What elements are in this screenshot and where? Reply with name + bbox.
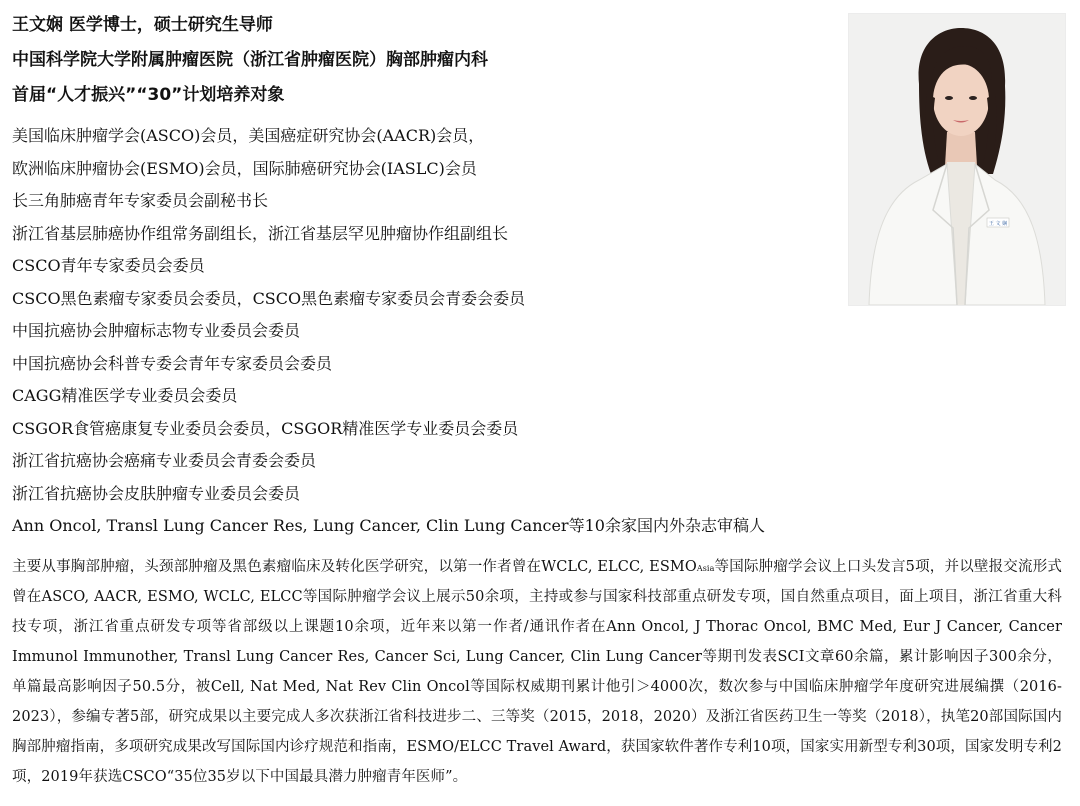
role-item: 美国临床肿瘤学会(ASCO)会员，美国癌症研究协会(AACR)会员， <box>12 126 485 145</box>
badge-text: 王 文 娴 <box>988 221 1008 227</box>
bio-text-part1: 主要从事胸部肿瘤，头颈部肿瘤及黑色素瘤临床及转化医学研究，以第一作者曾在WCLC, ELCC, ESMO <box>12 559 697 575</box>
bio-paragraph <box>12 552 1062 792</box>
role-item: Ann Oncol, Transl Lung Cancer Res, Lung Cancer, Clin Lung Cancer等10余家国内外杂志审稿人 <box>12 516 765 535</box>
affiliation: 中国科学院大学附属肿瘤医院（浙江省肿瘤医院）胸部肿瘤内科 <box>12 50 488 70</box>
role-item: CSGOR食管癌康复专业委员会委员，CSGOR精准医学专业委员会委员 <box>12 418 519 438</box>
portrait-photo <box>848 13 1066 306</box>
talent-program: 首届“人才振兴”“30”计划培养对象 <box>12 85 285 105</box>
profile-header <box>12 8 832 113</box>
role-item: 欧洲临床肿瘤协会(ESMO)会员，国际肺癌研究协会(IASLC)会员 <box>12 158 477 178</box>
role-item: 浙江省抗癌协会癌痛专业委员会青委会委员 <box>12 451 317 470</box>
bio-superscript: Asia <box>696 564 715 573</box>
role-item: 浙江省基层肺癌协作组常务副组长，浙江省基层罕见肿瘤协作组副组长 <box>12 223 509 243</box>
role-item: CSCO黑色素瘤专家委员会委员，CSCO黑色素瘤专家委员会青委会委员 <box>12 288 526 308</box>
role-item: 长三角肺癌青年专家委员会副秘书长 <box>12 191 269 210</box>
role-item: 中国抗癌协会科普专委会青年专家委员会委员 <box>12 353 333 373</box>
role-item: CSCO青年专家委员会委员 <box>12 256 205 275</box>
role-item: 中国抗癌协会肿瘤标志物专业委员会委员 <box>12 321 301 340</box>
name-title: 王文娴 医学博士，硕士研究生导师 <box>12 15 273 35</box>
bio-text-part2: 等国际肿瘤学会议上口头发言5项，并以壁报交流形式曾在ASCO, AACR, ESMO, WCLC, ELCC等国际肿瘤学会议上展示50余项，主持或参与国家科技部重点研发专项，国自然重点项目，面上项目，浙江省重大科技专项，浙江省重点研发专项等省部级以上课题10余项，近年来以第一作者/通讯作者在Ann Oncol, J Thorac Oncol, BMC Med, Eur J Cancer, Cancer Immunol Immunother, Transl Lung Cancer Res, Cancer Sci, Lung Cancer, Clin Lung Cancer等期刊发表SCI文章60余篇，累计影响因子300余分，单篇最高影响因子50.5分，被Cell, Nat Med, Nat Rev Clin Oncol等国际权威期刊累计他引＞4000次，数次参与中国临床肿瘤学年度研究进展编撰（2016-2023），参编专著5部，研究成果以主要完成人多次获浙江省科技进步二、三等奖（2015，2018，2020）及浙江省医药卫生一等奖（2018），执笔20部国际国内胸部肿瘤指南，多项研究成果改写国际国内诊疗规范和指南，ESMO/ELCC Travel Award，获国家软件著作专利10项，国家实用新型专利30项，国家发明专利2项，2019年获选CSCO“35位35岁以下中国最具潜力肿瘤青年医师”。 <box>12 559 1063 785</box>
role-item: CAGG精准医学专业委员会委员 <box>12 386 238 405</box>
portrait-illustration <box>849 14 1065 305</box>
roles-list <box>12 120 842 543</box>
role-item: 浙江省抗癌协会皮肤肿瘤专业委员会委员 <box>12 483 301 503</box>
